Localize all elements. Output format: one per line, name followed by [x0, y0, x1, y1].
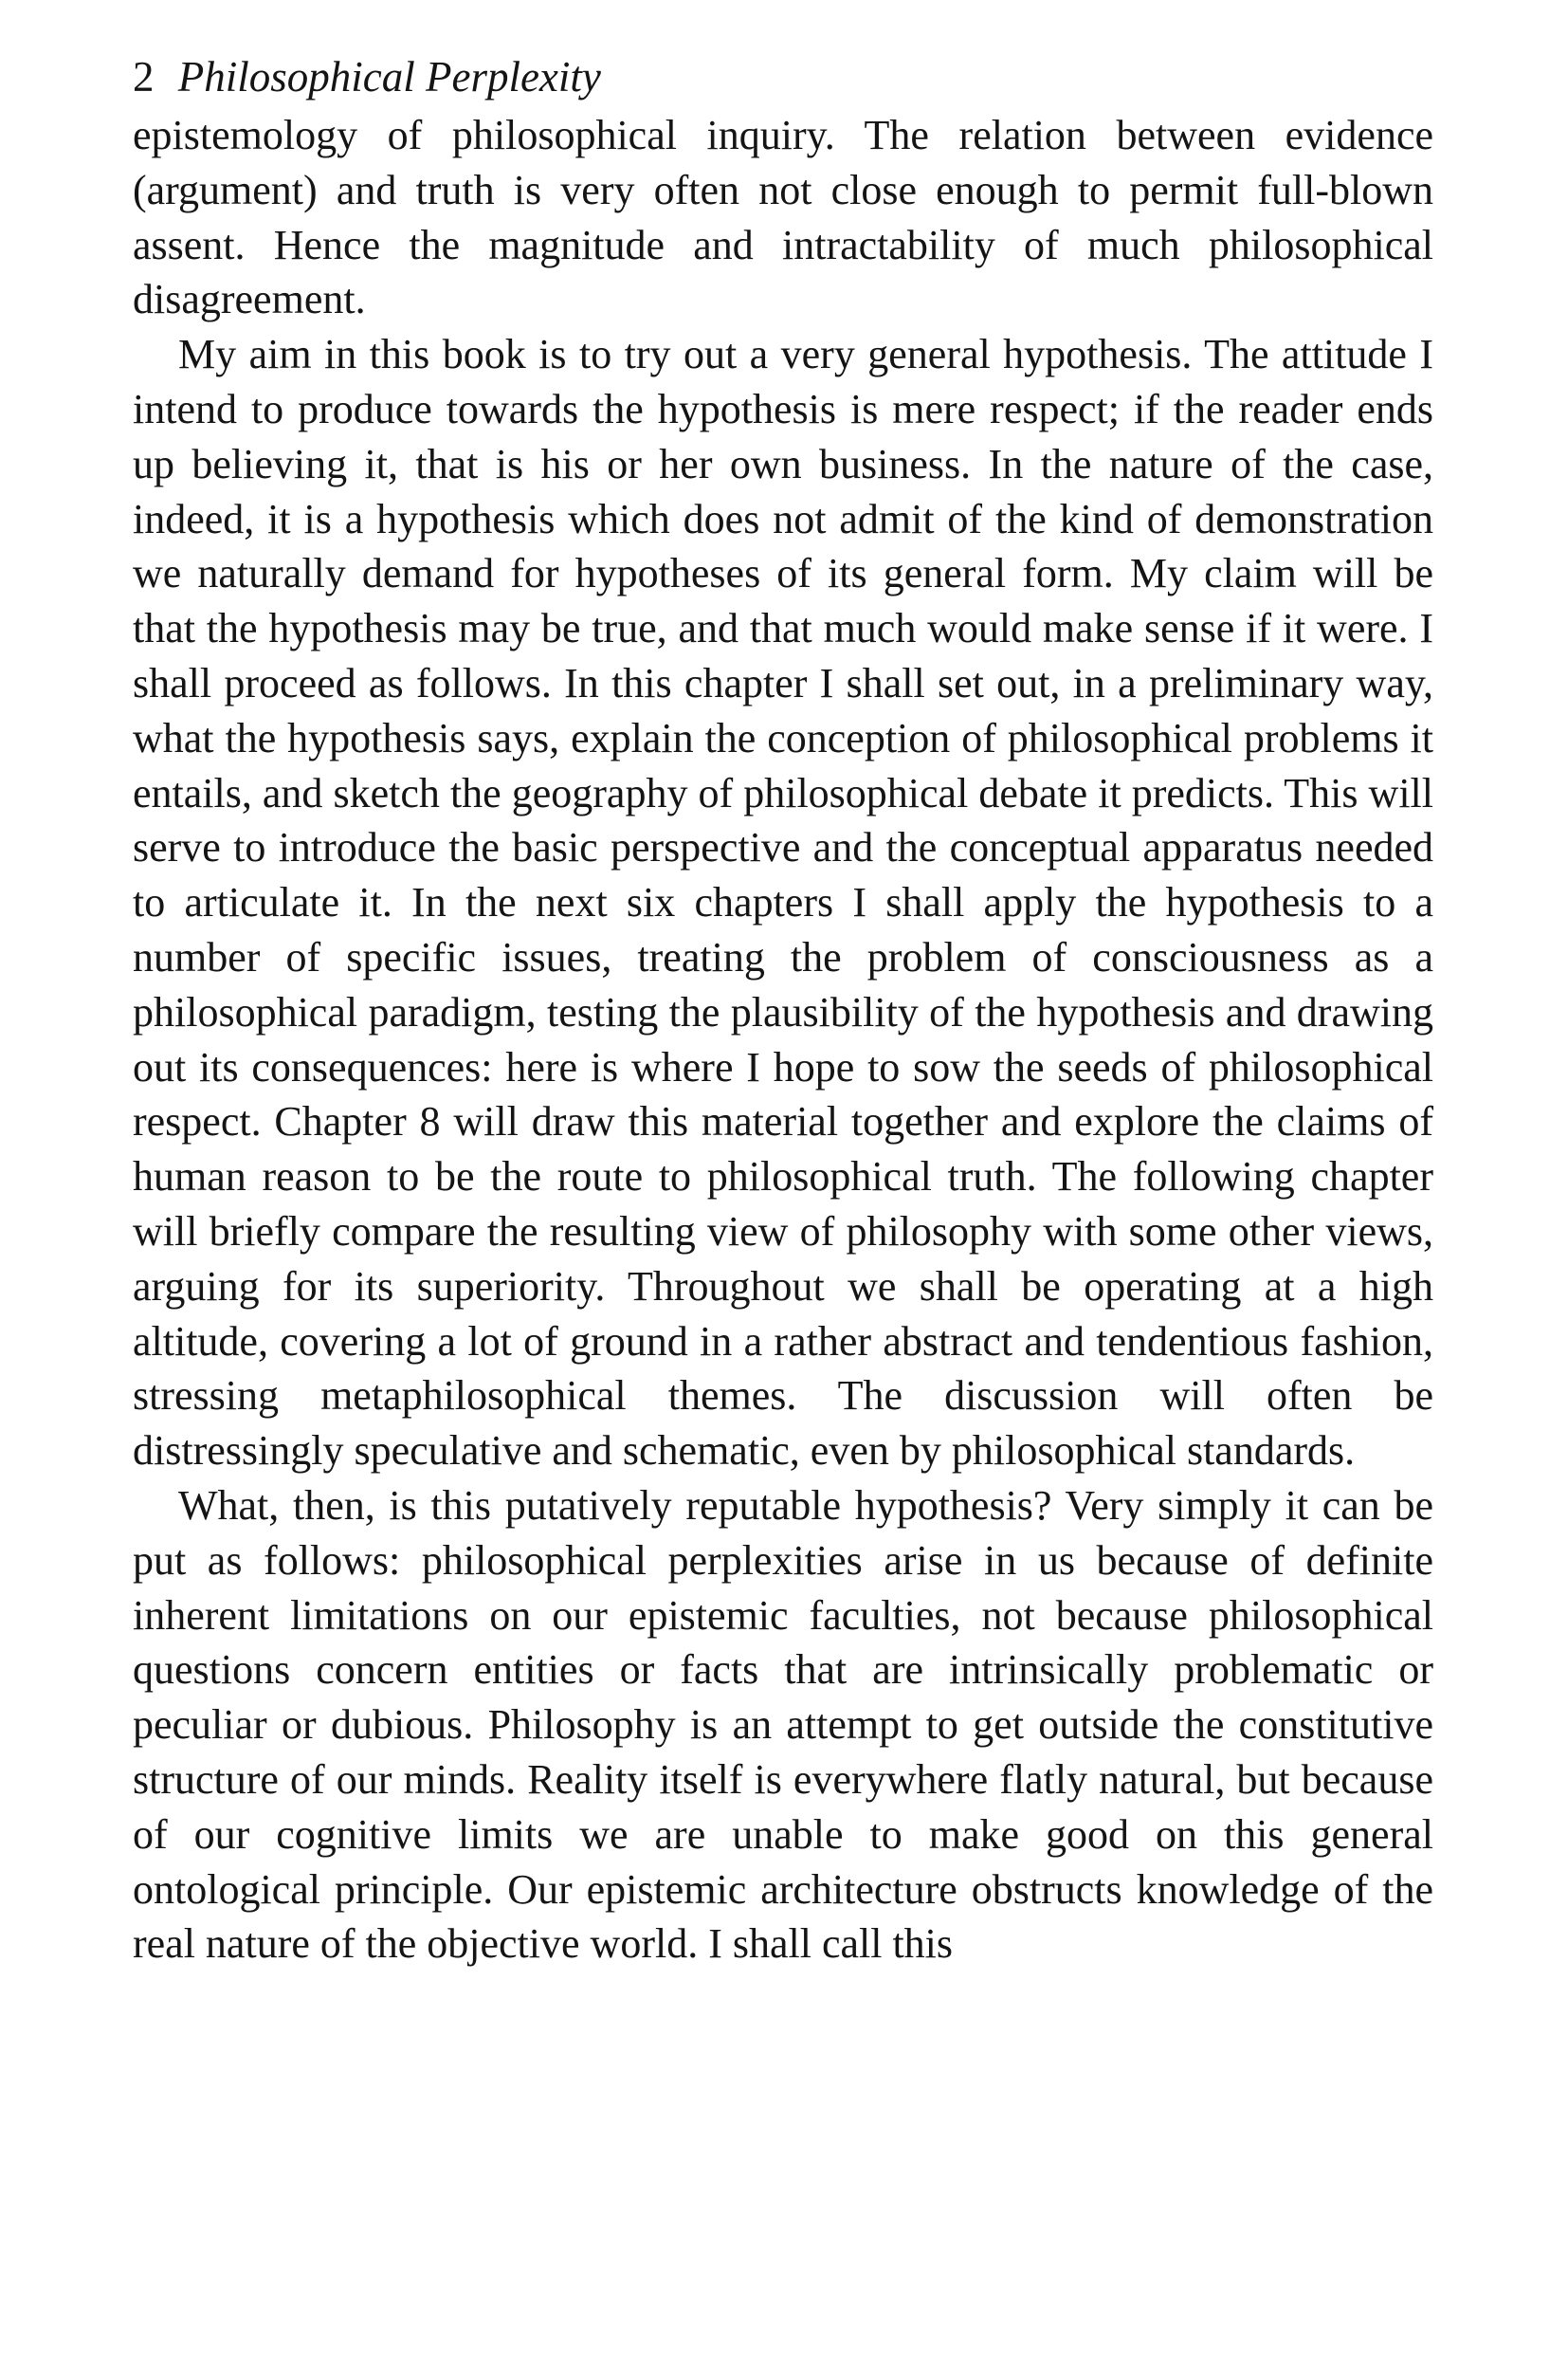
body-text — [133, 108, 1433, 1972]
paragraph-hypothesis: What, then, is this putatively reputable hypothesis? Very simply it can be put as follows: philosophical perplexities arise in us because of definite inherent limitations on our epistemic faculties, not because philosophical questions concern entities or facts that are intrinsically problematic or peculiar or dubious. Philosophy is an attempt to get outside the constitutive structure of our minds. Reality itself is everywhere flatly natural, but because of our cognitive limits we are unable to make good on this general ontological principle. Our epistemic architecture obstructs knowledge of the real nature of the objective world. I shall call this — [133, 1481, 1433, 1968]
paragraph-continuation: epistemology of philosophical inquiry. The relation between evidence (argument) and truth is very often not close enough to permit full-blown assent. Hence the magnitude and intractability of much philosophical disagreement. — [133, 112, 1433, 323]
book-page — [133, 49, 1433, 1972]
page-number: 2 — [133, 53, 155, 101]
running-head — [133, 49, 1433, 108]
paragraph-book-aim: My aim in this book is to try out a very general hypothesis. The attitude I intend to produce towards the hypothesis is mere respect; if the reader ends up believing it, that is his or her own business. In the nature of the case, indeed, it is a hypothesis which does not admit of the kind of demonstration we naturally demand for hypotheses of its general form. My claim will be that the hypothesis may be true, and that much would make sense if it were. I shall proceed as follows. In this chapter I shall set out, in a preliminary way, what the hypothesis says, explain the conception of philosophical problems it entails, and sketch the geography of philosophical debate it predicts. This will serve to introduce the basic perspective and the conceptual apparatus needed to articulate it. In the next six chapters I shall apply the hypothesis to a number of specific issues, treating the problem of consciousness as a philosophical paradigm, testing the plausibility of the hypothesis and drawing out its consequences: here is where I hope to sow the seeds of philosophical respect. Chapter 8 will draw this material together and explore the claims of human reason to be the route to philosophical truth. The following chapter will briefly compare the resulting view of philosophy with some other views, arguing for its superiority. Throughout we shall be operating at a high altitude, covering a lot of ground in a rather abstract and tendentious fashion, stressing metaphilosophical themes. The discussion will often be distressingly speculative and schematic, even by philosophical standards. — [133, 331, 1433, 1475]
running-head-title: Philosophical Perplexity — [177, 53, 601, 101]
